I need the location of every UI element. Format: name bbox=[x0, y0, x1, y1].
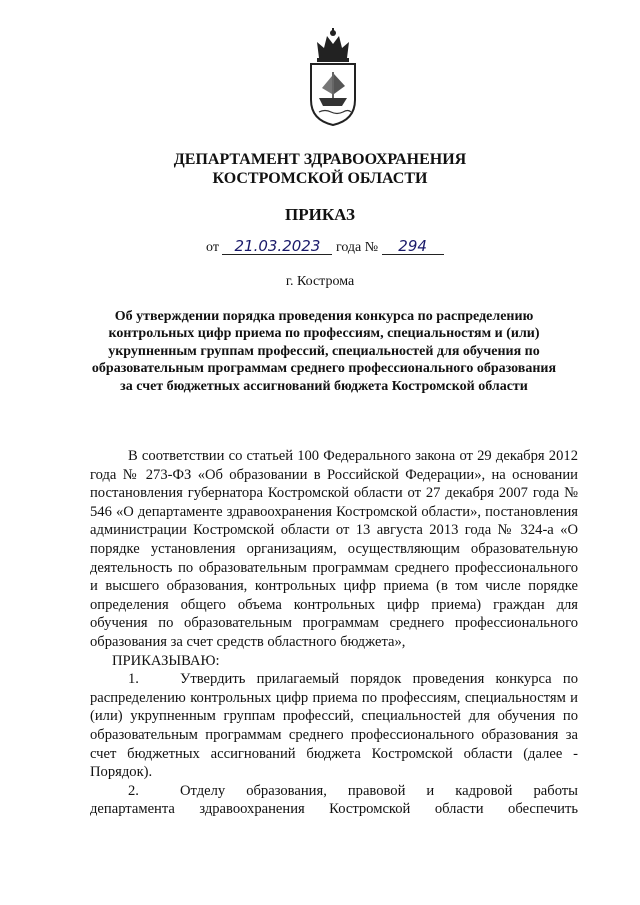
item-number: 1. bbox=[128, 671, 139, 688]
order-subject: Об утверждении порядка проведения конкурса по распределению контрольных цифр приема по профессиям, специальностям и (или) укрупненным группам профессий, специальностей для обучения по образовательным программам среднего профессионального образования за счет бюджетных ассигнований бюджета Костромской области bbox=[91, 309, 557, 394]
document-type-title: ПРИКАЗ bbox=[285, 205, 355, 224]
order-number: 294 bbox=[382, 238, 444, 255]
preamble-paragraph: В соответствии со статьей 100 Федерального закона от 29 декабря 2012 года № 273-ФЗ «Об образовании в Российской Федерации», на основании постановления губернатора Костромской области от 27 декабря 2007 года № 546 «О департаменте здравоохранения Костромской области», постановления администрации Костромской области от 13 августа 2013 года № 324-а «О порядке установления организациям, осуществляющим образовательную деятельность по образовательным программам среднего профессионального и высшего образования, контрольных цифр приема (в том числе порядке определения общего объема контрольных цифр приема) граждан для обучения по образовательным программам среднего профессионального образования за счет средств областного бюджета», bbox=[90, 448, 578, 650]
order-date: 21.03.2023 bbox=[222, 238, 332, 255]
department-name-line1: ДЕПАРТАМЕНТ ЗДРАВООХРАНЕНИЯ bbox=[173, 151, 467, 168]
item-text: Отделу образования, правовой и кадровой работы департамента здравоохранения Костромской области обеспечить bbox=[90, 782, 578, 818]
date-number-line bbox=[206, 238, 506, 256]
date-prefix: от bbox=[206, 240, 219, 255]
order-item-1 bbox=[90, 670, 578, 782]
department-name-line2: КОСТРОМСКОЙ ОБЛАСТИ bbox=[212, 170, 428, 187]
city-name: г. Кострома bbox=[285, 274, 355, 289]
number-prefix: года № bbox=[335, 240, 379, 255]
order-body bbox=[90, 447, 578, 819]
order-word: ПРИКАЗЫВАЮ: bbox=[112, 652, 220, 669]
coat-of-arms-emblem bbox=[305, 28, 361, 126]
order-item-2 bbox=[90, 782, 578, 819]
item-text: Утвердить прилагаемый порядок проведения конкурса по распределению контрольных цифр приема по профессиям, специальностям и (или) укрупненным группам профессий, специальностей для обучения по образовательным программам среднего профессионального образования за счет бюджетных ассигнований бюджета Костромской области (далее - Порядок). bbox=[90, 671, 578, 781]
item-number: 2. bbox=[128, 782, 139, 799]
